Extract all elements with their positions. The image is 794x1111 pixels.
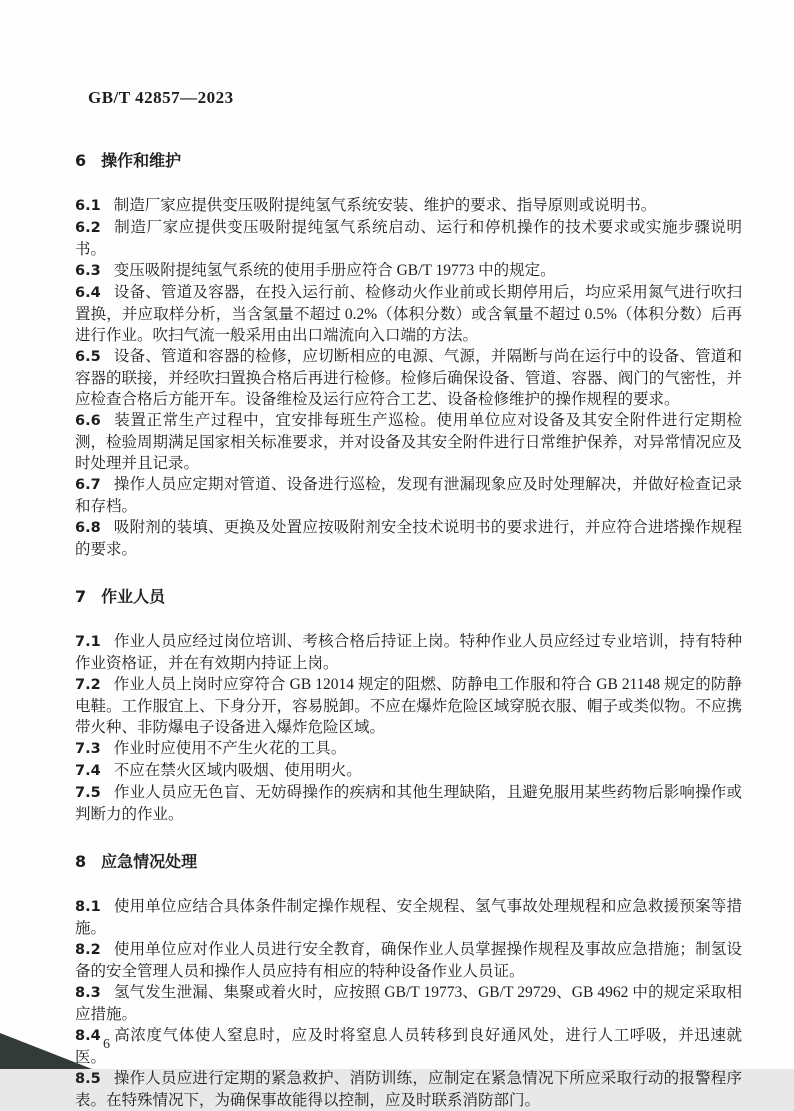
clause-6-5 xyxy=(75,346,742,410)
clause-7-1-text: 作业人员应经过岗位培训、考核合格后持证上岗。特种作业人员应经过专业培训，持有特种作业资格证，并在有效期内持证上岗。 xyxy=(75,633,742,672)
clause-6-7-text: 操作人员应定期对管道、设备进行巡检，发现有泄漏现象应及时处理解决，并做好检查记录和存档。 xyxy=(75,476,742,515)
clause-7-2-text: 作业人员上岗时应穿符合 GB 12014 规定的阻燃、防静电工作服和符合 GB 21148 规定的防静电鞋。工作服宜上、下身分开，容易脱卸。不应在爆炸危险区域穿脱衣服、帽子或类似物。不应携带火种、非防爆电子设备进入爆炸危险区域。 xyxy=(75,676,742,736)
clause-6-2 xyxy=(75,217,742,260)
section-6 xyxy=(75,150,742,560)
clause-6-7 xyxy=(75,474,742,517)
clause-8-2 xyxy=(75,939,742,982)
clause-8-4 xyxy=(75,1025,742,1068)
standard-number: GB/T 42857—2023 xyxy=(88,88,234,107)
page-content xyxy=(75,88,742,1111)
clause-7-5-number: 7.5 xyxy=(75,785,101,801)
page-number: 6 xyxy=(103,1037,110,1052)
clause-8-4-number: 8.4 xyxy=(75,1028,101,1044)
section-7-title: 作业人员 xyxy=(101,587,166,606)
clause-6-5-text: 设备、管道和容器的检修，应切断相应的电源、气源，并隔断与尚在运行中的设备、管道和容器的联接，并经吹扫置换合格后再进行检修。检修后确保设备、管道、容器、阀门的气密性，并应检查合格后方能开车。设备维检及运行应符合工艺、设备检修维护的操作规程的要求。 xyxy=(75,348,742,408)
section-8 xyxy=(75,851,742,1111)
clause-6-6-number: 6.6 xyxy=(75,413,101,429)
clause-6-2-number: 6.2 xyxy=(75,220,101,236)
clause-8-5-text: 操作人员应进行定期的紧急救护、消防训练，应制定在紧急情况下所应采取行动的报警程序表。在特殊情况下，为确保事故能得以控制，应及时联系消防部门。 xyxy=(75,1070,742,1109)
clause-8-4-text: 高浓度气体使人窒息时，应及时将窒息人员转移到良好通风处，进行人工呼吸，并迅速就医。 xyxy=(75,1027,742,1066)
clause-6-4-number: 6.4 xyxy=(75,285,101,301)
clause-6-8 xyxy=(75,517,742,560)
clause-6-1-number: 6.1 xyxy=(75,198,101,214)
clause-8-2-number: 8.2 xyxy=(75,942,101,958)
section-8-heading xyxy=(75,851,742,872)
clause-6-6 xyxy=(75,410,742,474)
clause-7-2 xyxy=(75,674,742,738)
clause-7-5 xyxy=(75,782,742,825)
section-8-title: 应急情况处理 xyxy=(101,852,198,871)
section-8-number: 8 xyxy=(75,852,87,871)
clause-8-3-number: 8.3 xyxy=(75,985,101,1001)
clause-7-5-text: 作业人员应无色盲、无妨碍操作的疾病和其他生理缺陷，且避免服用某些药物后影响操作或判断力的作业。 xyxy=(75,784,742,823)
clause-7-4 xyxy=(75,760,742,782)
clause-7-4-text: 不应在禁火区域内吸烟、使用明火。 xyxy=(113,762,362,779)
clause-7-1-number: 7.1 xyxy=(75,634,101,650)
clause-8-1-number: 8.1 xyxy=(75,899,101,915)
clause-8-3-text: 氢气发生泄漏、集聚或着火时，应按照 GB/T 19773、GB/T 29729、GB 4962 中的规定采取相应措施。 xyxy=(75,984,742,1023)
clause-6-3-number: 6.3 xyxy=(75,263,101,279)
clause-6-2-text: 制造厂家应提供变压吸附提纯氢气系统启动、运行和停机操作的技术要求或实施步骤说明书。 xyxy=(75,219,742,258)
clause-7-2-number: 7.2 xyxy=(75,677,101,693)
clause-8-1-text: 使用单位应结合具体条件制定操作规程、安全规程、氢气事故处理规程和应急救援预案等措施。 xyxy=(75,898,742,937)
section-6-title: 操作和维护 xyxy=(101,151,182,170)
clause-7-3 xyxy=(75,738,742,760)
section-6-heading xyxy=(75,150,742,171)
clause-6-7-number: 6.7 xyxy=(75,477,101,493)
clause-6-4 xyxy=(75,282,742,346)
clause-6-8-number: 6.8 xyxy=(75,520,101,536)
clause-6-5-number: 6.5 xyxy=(75,349,101,365)
clause-6-1-text: 制造厂家应提供变压吸附提纯氢气系统安装、维护的要求、指导原则或说明书。 xyxy=(113,197,657,214)
section-7 xyxy=(75,586,742,825)
clause-7-3-number: 7.3 xyxy=(75,741,101,757)
section-6-number: 6 xyxy=(75,151,87,170)
section-7-number: 7 xyxy=(75,587,87,606)
clause-6-3 xyxy=(75,260,742,282)
clause-6-8-text: 吸附剂的装填、更换及处置应按吸附剂安全技术说明书的要求进行，并应符合进塔操作规程的要求。 xyxy=(75,519,742,558)
clause-8-1 xyxy=(75,896,742,939)
clause-6-6-text: 装置正常生产过程中，宜安排每班生产巡检。使用单位应对设备及其安全附件进行定期检测，检验周期满足国家相关标准要求，并对设备及其安全附件进行日常维护保养，对异常情况应及时处理并且记录。 xyxy=(75,412,742,472)
clause-8-3 xyxy=(75,982,742,1025)
clause-8-2-text: 使用单位应对作业人员进行安全教育，确保作业人员掌握操作规程及事故应急措施；制氢设备的安全管理人员和操作人员应持有相应的特种设备作业人员证。 xyxy=(75,941,742,980)
clause-8-5 xyxy=(75,1068,742,1111)
clause-7-1 xyxy=(75,631,742,674)
clause-7-4-number: 7.4 xyxy=(75,763,101,779)
clause-6-1 xyxy=(75,195,742,217)
section-7-heading xyxy=(75,586,742,607)
clause-6-4-text: 设备、管道及容器，在投入运行前、检修动火作业前或长期停用后，均应采用氮气进行吹扫置换，并应取样分析，当含氢量不超过 0.2%（体积分数）或含氧量不超过 0.5%（体积分数）后再进行作业。吹扫气流一般采用由出口端流向入口端的方法。 xyxy=(75,284,742,344)
clause-6-3-text: 变压吸附提纯氢气系统的使用手册应符合 GB/T 19773 中的规定。 xyxy=(113,262,556,279)
clause-7-3-text: 作业时应使用不产生火花的工具。 xyxy=(113,740,347,757)
clause-8-5-number: 8.5 xyxy=(75,1071,101,1087)
